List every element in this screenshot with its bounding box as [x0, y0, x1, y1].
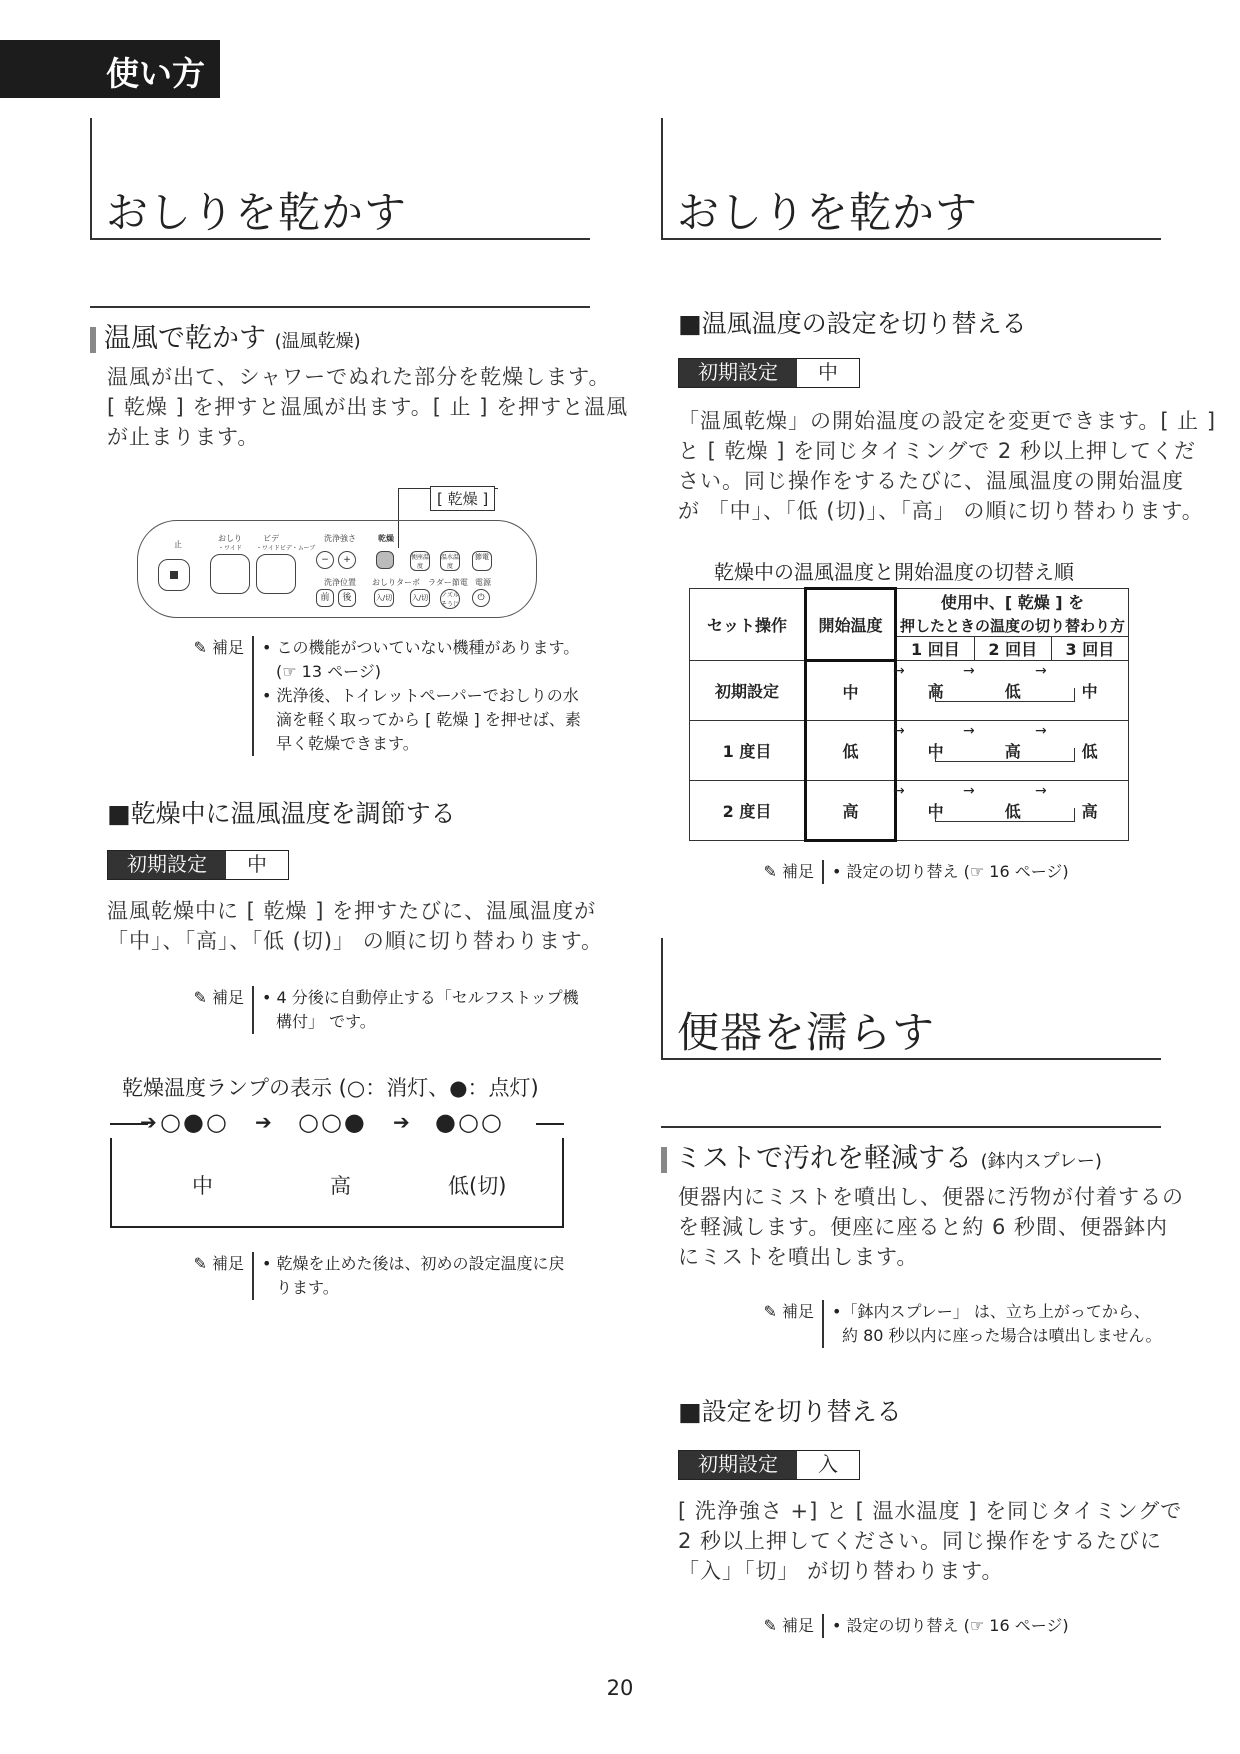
page-number: 20 [606, 1676, 634, 1700]
arrow-icon: → [1035, 723, 1047, 739]
callout-label: [ 乾燥 ] [430, 486, 495, 511]
oshiri-button [210, 554, 250, 594]
right-subheading-mist: ミストで汚れを軽減する (鉢内スプレー) [661, 1126, 1161, 1175]
power-icon: ⏻ [472, 589, 490, 607]
header-start: 開始温度 [806, 589, 896, 661]
lamp-label-high: 高 [330, 1174, 351, 1198]
header-use-1: 使用中、[ 乾燥 ] を [896, 589, 1129, 615]
right-subheading-switch: ■設定を切り替える [678, 1397, 902, 1426]
left-intro-text: 温風が出て、シャワーでぬれた部分を乾燥します。 [ 乾燥 ] を押すと温風が出ます。[ 止 ] を押すと温風 が止まります。 [107, 365, 629, 449]
header-2: 2 回目 [974, 637, 1051, 661]
control-panel-illustration: 止 おしり ・ワイド ビデ ・ワイドビデ・ムーブ 洗浄強さ 乾燥 − + 便座温度 温水温度 節電 洗浄位置 おしりターボ ラダー節電 電源 前 後 入/切 入/切 ノズル そうじ ⏻ [137, 520, 537, 618]
header-set: セット操作 [690, 589, 806, 661]
pencil-icon: ✎ [763, 1616, 777, 1635]
arrow-icon: ➔ [140, 1110, 157, 1134]
right-switch-text: [ 洗浄強さ +] と [ 温水温度 ] を同じタイミングで 2 秒以上押してください。同じ操作をするたびに 「入」「切」 が切り替わります。 [678, 1499, 1183, 1583]
right-subheading-setting: ■温風温度の設定を切り替える [678, 309, 1027, 338]
table-row: 初期設定 [690, 661, 806, 721]
dry-button [376, 551, 394, 569]
strength-plus-button: + [338, 551, 356, 569]
seat-temp-button: 便座温度 [410, 551, 430, 571]
header-1: 1 回目 [896, 637, 975, 661]
arrow-icon: → [1035, 663, 1047, 679]
lamp-caption: 乾燥温度ランプの表示 (○：消灯、●：点灯) [122, 1076, 539, 1100]
right-note-3: ✎ 補足 • 設定の切り替え (☞ 16 ページ) [756, 1614, 1069, 1638]
right-note-2: ✎ 補足 •「鉢内スプレー」 は、立ち上がってから、 約 80 秒以内に座った場合は噴出しません。 [756, 1300, 1162, 1348]
pencil-icon: ✎ [193, 1254, 207, 1273]
left-note-2: ✎ 補足 • 4 分後に自動停止する「セルフストップ機 構付」 です。 [186, 986, 579, 1034]
stop-button [158, 559, 190, 591]
right-section-title-2: 便器を濡らす [661, 938, 1161, 1060]
lamp-label-low: 低(切) [448, 1174, 507, 1198]
arrow-icon: → [893, 663, 905, 679]
left-initial-setting: 初期設定 中 [107, 850, 289, 880]
bide-button [256, 554, 296, 594]
right-note-1: ✎ 補足 • 設定の切り替え (☞ 16 ページ) [756, 860, 1069, 884]
turbo-button: 入/切 [374, 589, 394, 607]
table-caption: 乾燥中の温風温度と開始温度の切替え順 [714, 560, 1074, 584]
arrow-icon: → [963, 783, 975, 799]
left-note-1: ✎ 補足 • この機能がついていない機種があります。 (☞ 13 ページ) • 洗浄後、トイレットペーパーでおしりの水 滴を軽く取ってから [ 乾燥 ] を押せば、素 早く乾燥できます。 [186, 636, 581, 756]
right-initial-setting-2: 初期設定 入 [678, 1450, 860, 1480]
lamp-state-high: ○○● [298, 1108, 367, 1136]
strength-minus-button: − [316, 551, 334, 569]
lamp-label-mid: 中 [192, 1174, 213, 1198]
arrow-icon: ➔ [393, 1110, 410, 1134]
arrow-icon: → [963, 723, 975, 739]
left-section-title: おしりを乾かす [90, 118, 590, 240]
back-button: 後 [338, 589, 356, 607]
pencil-icon: ✎ [193, 988, 207, 1007]
ladies-button: 入/切 [410, 589, 430, 607]
left-subheading-adjust: ■乾燥中に温風温度を調節する [107, 799, 456, 828]
temperature-sequence-table: セット操作 開始温度 使用中、[ 乾燥 ] を 押したときの温度の切り替わり方 1 回目 2 回目 3 回目 初期設定 中 高 低 中 1 度目 低 中 高 低 2 度目 高 中 低 高 [689, 587, 1129, 842]
left-subheading-warm-air: 温風で乾かす (温風乾燥) [90, 306, 590, 355]
front-button: 前 [316, 589, 334, 607]
right-mist-text: 便器内にミストを噴出し、便器に汚物が付着するの を軽減します。便座に座ると約 6 秒間、便器鉢内 にミストを噴出します。 [678, 1185, 1184, 1269]
right-initial-setting-1: 初期設定 中 [678, 358, 860, 388]
heading-bar [90, 327, 96, 353]
arrow-icon: ➔ [255, 1110, 272, 1134]
pencil-icon: ✎ [763, 1302, 777, 1321]
heading-bar [661, 1147, 667, 1173]
arrow-icon: → [963, 663, 975, 679]
right-section-title: おしりを乾かす [661, 118, 1161, 240]
arrow-icon: → [1035, 783, 1047, 799]
left-note-3: ✎ 補足 • 乾燥を止めた後は、初めの設定温度に戻 ります。 [186, 1252, 565, 1300]
table-row: 1 度目 [690, 721, 806, 781]
water-temp-button: 温水温度 [440, 551, 460, 571]
right-setting-text: 「温風乾燥」の開始温度の設定を変更できます。[ 止 ] と [ 乾燥 ] を同じタイミングで 2 秒以上押してくだ さい。同じ操作をするたびに、温風温度の開始温度 が 「中」、「低 (切)」、「高」 の順に切り替わります。 [678, 409, 1217, 523]
pencil-icon: ✎ [763, 862, 777, 881]
arrow-icon: → [893, 723, 905, 739]
nozzle-button: ノズル そうじ [440, 589, 460, 609]
arrow-icon: → [893, 783, 905, 799]
table-row: 2 度目 [690, 781, 806, 841]
header-3: 3 回目 [1051, 637, 1128, 661]
left-adjust-text: 温風乾燥中に [ 乾燥 ] を押すたびに、温風温度が 「中」、「高」、「低 (切)」 の順に切り替わります。 [107, 899, 604, 953]
pencil-icon: ✎ [193, 638, 207, 657]
lamp-state-low: ●○○ [435, 1108, 504, 1136]
lamp-state-mid: ○●○ [160, 1108, 229, 1136]
section-tab: 使い方 [0, 40, 220, 98]
header-use-2: 押したときの温度の切り替わり方 [896, 615, 1129, 637]
power-saving-button: 節電 [472, 551, 492, 571]
